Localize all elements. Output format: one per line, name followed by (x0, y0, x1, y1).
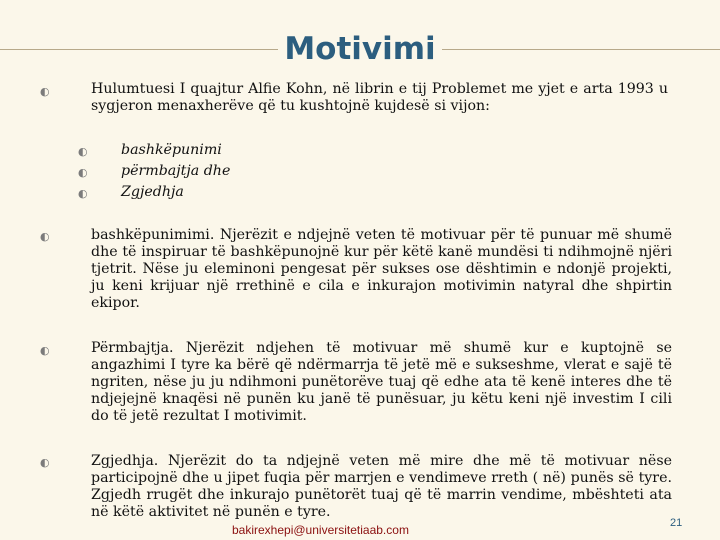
sub-item-1: bashkëpunimi (121, 142, 222, 158)
slide-title: Motivimi (278, 28, 442, 70)
bullet-icon: ◐ (40, 230, 50, 243)
sub-bullet-icon: ◐ (78, 187, 88, 200)
intro-paragraph: Hulumtuesi I quajtur Alfie Kohn, në librin e tij Problemet me yjet e arta 1993 u sygjeron menaxherëve që tu kushtojnë kujdesë si vijon: (91, 81, 668, 114)
paragraph-zgjedhja: Zgjedhja. Njerëzit do ta ndjejnë veten më mire dhe më të motivuar nëse participojnë dhe u jipet fuqia për marrjen e vendimeve rreth ( në) punës së tyre. Zgjedh rrugët dhe inkurajo punëtorët tuaj që të marrin vendime, mbështeti ata në këtë aktivitet në punën e tyre. (91, 453, 672, 520)
title-bar (0, 28, 720, 70)
sub-item-3: Zgjedhja (121, 184, 184, 200)
paragraph-permbajtja: Përmbajtja. Njerëzit ndjehen të motivuar më shumë kur e kuptojnë se angazhimi I tyre ka bërë që ndërmarrja të jetë më e sukseshme, vlerat e sajë të ngriten, nëse ju ju ndihmoni punëtorëve tuaj që edhe ata të kenë interes dhe të ndjejejnë knaqësi në punën ku janë të punësuar, ju këtu keni një investim I cili do të jetë rezultat I motivimit. (91, 340, 672, 424)
sub-item-2: përmbajtja dhe (121, 163, 231, 179)
sub-bullet-icon: ◐ (78, 145, 88, 158)
bullet-icon: ◐ (40, 85, 50, 98)
paragraph-bashkepunimi: bashkëpunimimi. Njerëzit e ndjejnë veten të motivuar për të punuar më shumë dhe të inspiruar të bashkëpunojnë kur për këtë kanë mundësi ti ndihmojnë njëri tjetrit. Nëse ju eleminoni pengesat për sukses ose dështimin e ndonjë projekti, ju keni krijuar një rrethinë e cila e inkurajon motivimin natyral dhe shpirtin ekipor. (91, 227, 672, 311)
footer-email: bakirexhepi@universitetiaab.com (232, 523, 409, 537)
bullet-icon: ◐ (40, 456, 50, 469)
page-number: 21 (670, 517, 683, 529)
sub-bullet-icon: ◐ (78, 166, 88, 179)
bullet-icon: ◐ (40, 344, 50, 357)
